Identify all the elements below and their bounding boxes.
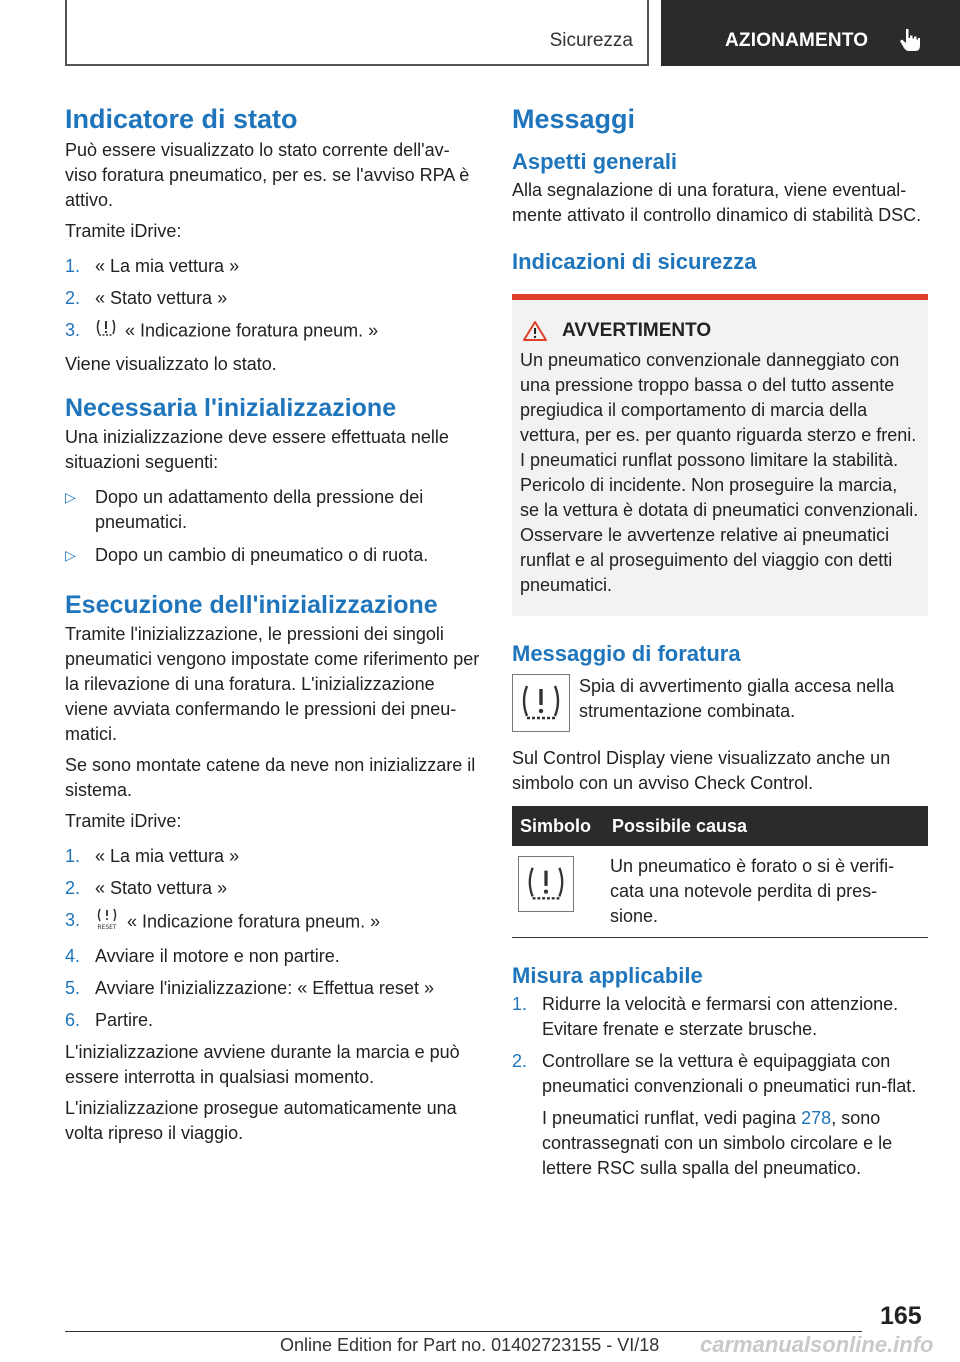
list-item: 3. « Indicazione foratura pneum. » — [65, 318, 481, 345]
tire-reset-icon — [95, 908, 119, 937]
header-chapter-label: AZIONAMENTO — [725, 30, 869, 51]
warning-text: Un pneumatico convenzionale danneggiato con una pressione troppo bassa o del tutto assente pregiudica il comportamento di marcia della vettura, per es. per quanto riguarda sterzo e freni. I pneumatici runflat possono limitare la stabilità. Pericolo di incidente. Non proseguire la marcia, se la vettura è dotata di pneumatici convenzionali. Osservare le avvertenze relative ai pneumatici runflat e al proseguimento del viaggio con detti pneumatici. — [520, 350, 919, 595]
tire-pressure-lamp-icon — [512, 674, 570, 732]
execution-paragraph-4: L'inizializzazione avviene durante la marcia e può essere interrotta in qualsiasi momento. — [65, 1042, 460, 1087]
list-item: 1. « La mia vettura » — [65, 846, 240, 866]
list-item: 2. « Stato vettura » — [65, 878, 228, 898]
section-title-messages: Messaggi — [512, 104, 636, 134]
needed-paragraph: Una inizializzazione deve essere effettuata nelle situazioni seguenti: — [65, 427, 449, 472]
execution-paragraph-2: Se sono montate catene da neve non inizializzare il sistema. — [65, 755, 476, 800]
list-item: ▷ Dopo un cambio di pneumatico o di ruota. — [65, 545, 429, 565]
list-item: 5. Avviare l'inizializzazione: « Effettua reset » — [65, 978, 434, 998]
page-link[interactable]: 278 — [801, 1108, 832, 1128]
svg-text:RESET: RESET — [97, 924, 117, 930]
left-column — [65, 100, 481, 1146]
status-steps — [65, 254, 481, 345]
list-item: ▷ Dopo un adattamento della pressione dei pneumatici. — [65, 487, 424, 532]
execution-paragraph-5: L'inizializzazione prosegue automaticamente una volta ripreso il viaggio. — [65, 1098, 457, 1143]
needed-bullets — [65, 485, 481, 568]
measure-steps — [512, 992, 928, 1099]
execution-idrive-label: Tramite iDrive: — [65, 811, 182, 831]
symbol-table — [512, 806, 928, 938]
watermark: carmanualsonline.info — [700, 1332, 934, 1357]
section-title-needed: Necessaria l'inizializzazione — [65, 394, 397, 422]
table-cell-cause: Un pneumatico è forato o si è verifi-cata una notevole perdita di pres-sione. — [604, 846, 928, 938]
table-header-cause: Possibile causa — [604, 806, 928, 846]
header-section-label: Sicurezza — [549, 30, 633, 51]
list-item: 6. Partire. — [65, 1010, 154, 1030]
tire-warning-icon — [95, 318, 117, 345]
list-item: 1. Ridurre la velocità e fermarsi con attenzione. Evitare frenate e sterzate brusche. — [512, 994, 899, 1039]
list-item: 3. RESET « Indicazione foratura pneum. » — [65, 908, 481, 937]
puncture-paragraph: Sul Control Display viene visualizzato anche un simbolo con un avviso Check Control. — [512, 748, 891, 793]
execution-paragraph-1: Tramite l'inizializzazione, le pressioni dei singoli pneumatici vengono impostate come riferimento per la rilevazione di una foratura. L'inizializzazione viene avviata confermando le pressioni dei pneu-matici. — [65, 624, 480, 744]
list-item: 1. « La mia vettura » — [65, 256, 240, 276]
section-title-general: Aspetti generali — [512, 149, 678, 174]
list-item: 4. Avviare il motore e non partire. — [65, 946, 340, 966]
status-idrive-label: Tramite iDrive: — [65, 221, 182, 241]
status-paragraph: Può essere visualizzato lo stato corrente dell'av-viso foratura pneumatico, per es. se l'avviso RPA è attivo. — [65, 140, 470, 210]
list-item: 2. « Stato vettura » — [65, 288, 228, 308]
table-header-symbol: Simbolo — [512, 806, 604, 846]
lamp-text: Spia di avvertimento gialla accesa nella strumentazione combinata. — [579, 676, 895, 721]
section-title-measure: Misura applicabile — [512, 963, 703, 988]
list-item: 2. Controllare se la vettura è equipaggiata con pneumatici convenzionali o pneumatici run-flat. — [512, 1051, 917, 1096]
execution-steps — [65, 844, 481, 1033]
tire-pressure-symbol-icon — [518, 856, 574, 912]
warning-triangle-icon — [522, 320, 548, 342]
section-title-status: Indicatore di stato — [65, 104, 298, 134]
section-title-safety: Indicazioni di sicurezza — [512, 249, 757, 274]
footer-edition: Online Edition for Part no. 01402723155 - VI/18 — [280, 1335, 660, 1355]
warning-title: AVVERTIMENTO — [562, 320, 712, 341]
header-chapter-box — [661, 0, 960, 66]
header-section-box — [65, 0, 649, 66]
section-title-puncture: Messaggio di foratura — [512, 641, 741, 666]
measure-note: I pneumatici runflat, vedi pagina 278, sono contrassegnati con un simbolo circolare e le lettere RSC sulla spalla del pneumatico. — [542, 1108, 893, 1178]
general-paragraph: Alla segnalazione di una foratura, viene eventual-mente attivato il controllo dinamico di stabilità DSC. — [512, 180, 922, 225]
page-number: 165 — [880, 1302, 922, 1330]
right-column — [512, 100, 928, 1181]
hand-pointer-icon — [897, 27, 923, 58]
status-result: Viene visualizzato lo stato. — [65, 354, 277, 374]
table-row — [512, 846, 928, 938]
warning-box — [512, 294, 928, 616]
section-title-execution: Esecuzione dell'inizializzazione — [65, 591, 438, 619]
